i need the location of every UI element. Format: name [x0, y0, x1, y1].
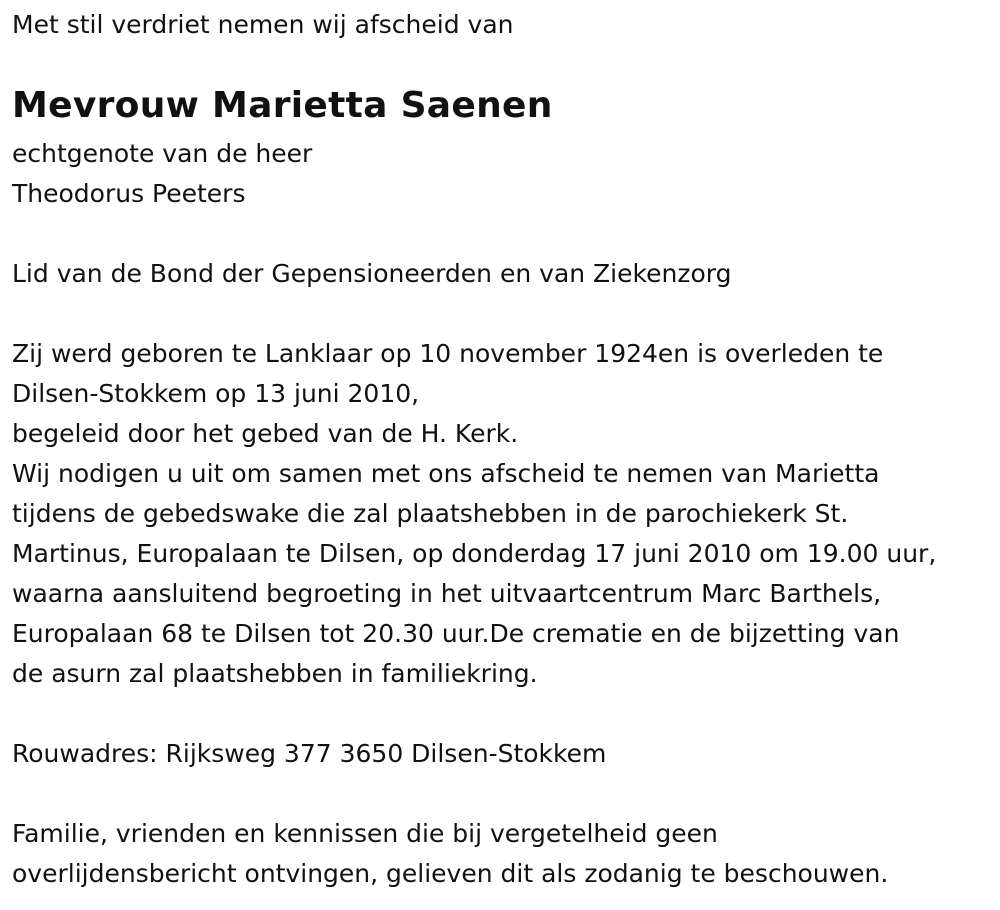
address-block: [12, 734, 606, 774]
spouse-line: echtgenote van de heer: [12, 139, 313, 168]
paragraph-line: Wij nodigen u uit om samen met ons afscheid te nemen van Marietta: [12, 459, 880, 488]
paragraph-line: Martinus, Europalaan te Dilsen, op donderdag 17 juni 2010 om 19.00 uur,: [12, 539, 937, 568]
closing-line: overlijdensbericht ontvingen, gelieven dit als zodanig te beschouwen.: [12, 859, 889, 888]
paragraph-line: Europalaan 68 te Dilsen tot 20.30 uur.De crematie en de bijzetting van: [12, 619, 900, 648]
spouse-block: [12, 134, 312, 214]
paragraph-line: de asurn zal plaatshebben in familiekring.: [12, 659, 538, 688]
paragraph-line: begeleid door het gebed van de H. Kerk.: [12, 419, 519, 448]
deceased-name: Mevrouw Marietta Saenen: [12, 85, 553, 126]
membership-text: Lid van de Bond der Gepensioneerden en van Ziekenzorg: [12, 259, 732, 288]
closing-block: [12, 814, 888, 894]
spouse-line: Theodorus Peeters: [12, 179, 246, 208]
closing-line: Familie, vrienden en kennissen die bij vergetelheid geen: [12, 819, 718, 848]
membership-block: [12, 254, 731, 294]
intro-text: Met stil verdriet nemen wij afscheid van: [12, 10, 514, 39]
paragraph-line: waarna aansluitend begroeting in het uitvaartcentrum Marc Barthels,: [12, 579, 882, 608]
paragraph-line: Zij werd geboren te Lanklaar op 10 november 1924en is overleden te: [12, 339, 884, 368]
paragraph-line: Dilsen-Stokkem op 13 juni 2010,: [12, 379, 420, 408]
announcement-paragraph: [12, 334, 936, 694]
paragraph-line: tijdens de gebedswake die zal plaatshebben in de parochiekerk St.: [12, 499, 849, 528]
mourning-address: Rouwadres: Rijksweg 377 3650 Dilsen-Stokkem: [12, 739, 607, 768]
